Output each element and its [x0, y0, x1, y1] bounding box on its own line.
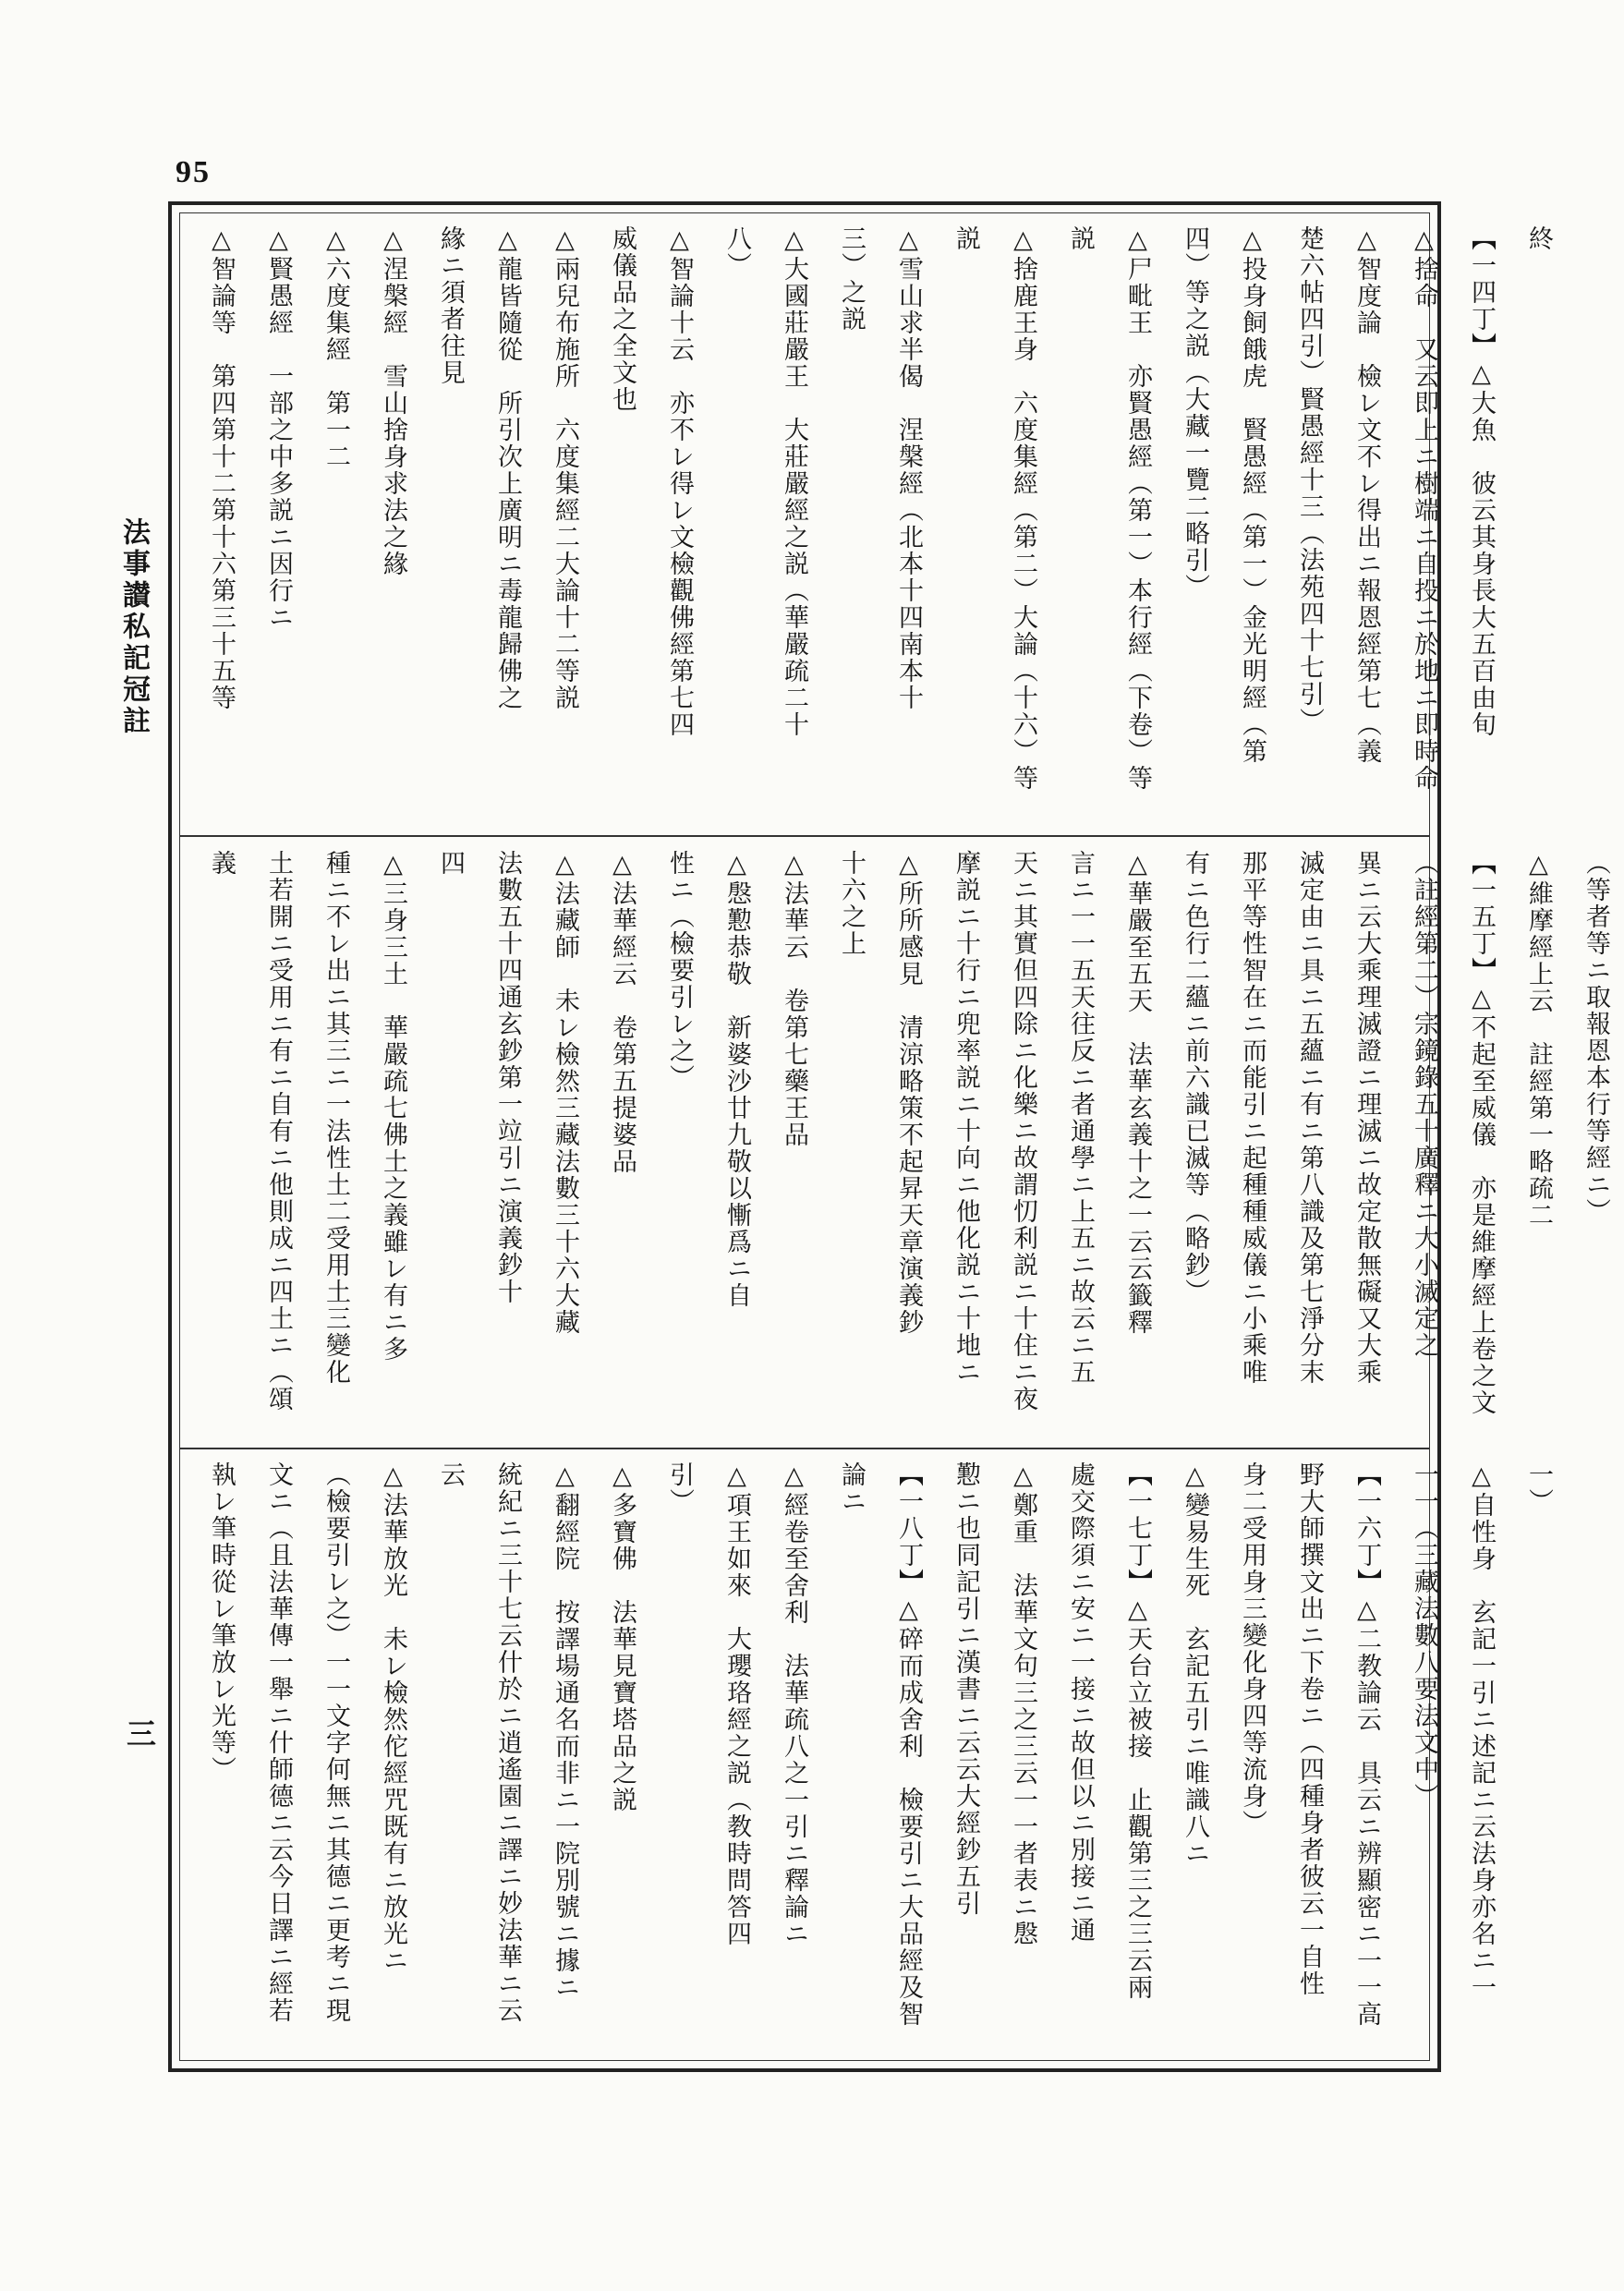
text-column: 論ニ	[837, 1461, 866, 1515]
text-column: 八）	[722, 225, 751, 279]
text-column: △捨鹿王身 六度集經（第二）大論（十六）等	[1009, 225, 1037, 792]
text-column: 天ニ其實但四除ニ化樂ニ故謂忉利説ニ十住ニ夜	[1009, 850, 1037, 1412]
text-column: △捨命 又云即上ニ樹端ニ自投ニ於地ニ即時命	[1410, 225, 1438, 792]
text-column: 引）	[665, 1461, 694, 1515]
text-column: 云	[436, 1461, 465, 1488]
text-column: 土若開ニ受用ニ有ニ自有ニ他則成ニ四土ニ（頌義	[207, 850, 293, 1412]
text-column: 一）	[1524, 1461, 1553, 1515]
text-column: 威儀品之全文也	[608, 225, 636, 413]
text-column: 十六之上	[837, 850, 866, 957]
text-band-bottom	[192, 1461, 1553, 2053]
text-column: △尸毗王 亦賢愚經（第一）本行經（下卷）等	[1123, 225, 1152, 792]
text-column: （檢要引レ之）一一文字何無ニ其德ニ更考ニ現	[321, 1461, 350, 2024]
text-column: 滅定由ニ具ニ五蘊ニ有ニ第八識及第七淨分末	[1295, 850, 1324, 1386]
text-column: 那平等性智在ニ而能引ニ起種種威儀ニ小乘唯	[1238, 850, 1266, 1386]
text-column: △大國莊嚴王 大莊嚴經之説（華嚴疏二十	[780, 225, 808, 738]
text-column: △華嚴至五天 法華玄義十之一云云籤釋	[1123, 850, 1152, 1336]
text-column: （等者等ニ取報恩本行等經ニ）	[1582, 850, 1610, 1225]
text-column: △智論等 第四第十二第十六第三十五等	[207, 225, 236, 711]
text-column: △法華經云 卷第五提婆品	[608, 850, 636, 1175]
text-column: △智論十云 亦不レ得レ文檢觀佛經第七四	[665, 225, 694, 738]
text-column: 【一四丁】△大魚 彼云其身長大五百由旬	[1467, 225, 1496, 738]
text-column: △智度論 檢レ文不レ得出ニ報恩經第七（義	[1352, 225, 1381, 765]
text-block	[192, 225, 1567, 824]
band-divider	[179, 1448, 1430, 1449]
running-title: 法事讃私記冠註	[117, 517, 150, 737]
text-column: （註經第二）宗鏡錄五十廣釋ニ大小滅定之	[1410, 850, 1438, 1359]
text-column: 言ニ一一五天往反ニ者通學ニ上五ニ故云ニ五	[1066, 850, 1095, 1386]
text-column: 楚六帖四引）賢愚經十三（法苑四十七引）	[1295, 225, 1324, 734]
text-column: △自性身 玄記一引ニ述記ニ云法身亦名ニ一	[1467, 1461, 1496, 2001]
text-column: △雪山求半偈 涅槃經（北本十四南本十	[894, 225, 923, 711]
text-column: △鄭重 法華文句三之三云一一者表ニ慇	[1009, 1461, 1037, 1947]
text-column: 野大師撰文出ニ下卷ニ（四種身者彼云一自性	[1295, 1461, 1324, 1997]
text-column: △慇懃恭敬 新婆沙廿九敬以慚爲ニ自	[722, 850, 751, 1309]
text-column: 摩説ニ十行ニ兜率説ニ十向ニ他化説ニ十地ニ	[951, 850, 980, 1386]
text-column: △經卷至舍利 法華疏八之一引ニ釋論ニ	[780, 1461, 808, 1947]
text-column: 【一五丁】△不起至威儀 亦是維摩經上卷之文	[1467, 850, 1496, 1416]
text-column: 有ニ色行二蘊ニ前六識已滅等（略鈔）	[1181, 850, 1209, 1305]
text-column: △所所感見 清涼略策不起昇天章演義鈔	[894, 850, 923, 1336]
text-column: △法華放光 未レ檢然佗經咒既有ニ放光ニ	[379, 1461, 407, 1974]
text-column: △翻經院 按譯場通名而非ニ一院別號ニ據ニ	[551, 1461, 579, 2001]
text-column: 説	[951, 225, 980, 252]
text-band-top	[192, 225, 1553, 824]
text-column: 【一七丁】△天台立被接 止觀第三之三云兩	[1123, 1461, 1152, 2001]
text-block	[192, 1461, 1567, 2053]
leaf-mark: 三	[122, 1718, 157, 1748]
text-column: 執レ筆時從レ筆放レ光等）	[207, 1461, 236, 1783]
text-column: 異ニ云大乘理滅證ニ理滅ニ故定散無礙又大乘	[1352, 850, 1381, 1386]
text-column: 種ニ不レ出ニ其三ニ一法性土二受用土三變化	[321, 850, 350, 1386]
text-column: 三）之説	[837, 225, 866, 333]
text-column: △投身飼餓虎 賢愚經（第一）金光明經（第	[1238, 225, 1266, 765]
page-frame	[168, 201, 1610, 2072]
text-column: △六度集經 第一二	[321, 225, 350, 470]
band-divider	[179, 835, 1430, 837]
text-column: △賢愚經 一部之中多説ニ因行ニ	[264, 225, 293, 631]
text-column: △維摩經上云 註經第一略疏二	[1524, 850, 1553, 1229]
text-column: △涅槃經 雪山捨身求法之緣	[379, 225, 407, 577]
text-column: 性ニ（檢要引レ之）	[665, 850, 694, 1091]
text-column: 四）等之説（大藏一覽二略引）	[1181, 225, 1209, 600]
text-band-middle	[192, 850, 1610, 1437]
text-column: 身二受用身三變化身四等流身）	[1238, 1461, 1266, 1836]
text-column: 法數五十四通玄鈔第一竝引ニ演義鈔十	[493, 850, 522, 1305]
text-column: 緣ニ須者往見	[436, 225, 465, 386]
text-block	[192, 850, 1624, 1437]
text-column: △法藏師 未レ檢然三藏法數三十六大藏	[551, 850, 579, 1336]
text-column: 終	[1524, 225, 1553, 252]
text-column: 【一八丁】△碎而成舍利 檢要引ニ大品經及智	[894, 1461, 923, 2028]
text-column: △兩兒布施所 六度集經二大論十二等説	[551, 225, 579, 711]
page-number: 95	[176, 155, 211, 189]
text-column: △項王如來 大瓔珞經之説（教時問答四	[722, 1461, 751, 1947]
text-column: 一一（三藏法數八要法文中）	[1410, 1461, 1438, 1810]
text-column: 文ニ（且法華傳一舉ニ什師德ニ云今日譯ニ經若	[264, 1461, 293, 2024]
text-column: 處交際須ニ安ニ一接ニ故但以ニ別接ニ通	[1066, 1461, 1095, 1944]
text-column: △法華云 卷第七藥王品	[780, 850, 808, 1148]
text-column: △變易生死 玄記五引ニ唯識八ニ	[1181, 1461, 1209, 1867]
text-column: 四	[436, 850, 465, 877]
text-column: 説	[1066, 225, 1095, 252]
text-column: 懃ニ也同記引ニ漢書ニ云云大經鈔五引	[951, 1461, 980, 1917]
text-column: △龍皆隨從 所引次上廣明ニ毒龍歸佛之	[493, 225, 522, 711]
text-column: △多寶佛 法華見寶塔品之説	[608, 1461, 636, 1813]
text-column: △三身三土 華嚴疏七佛土之義雖レ有ニ多	[379, 850, 407, 1363]
text-column: 【一六丁】△二教論云 具云ニ辨顯密ニ一一高	[1352, 1461, 1381, 2028]
text-column: 統紀ニ三十七云什於ニ逍遙園ニ譯ニ妙法華ニ云	[493, 1461, 522, 2024]
